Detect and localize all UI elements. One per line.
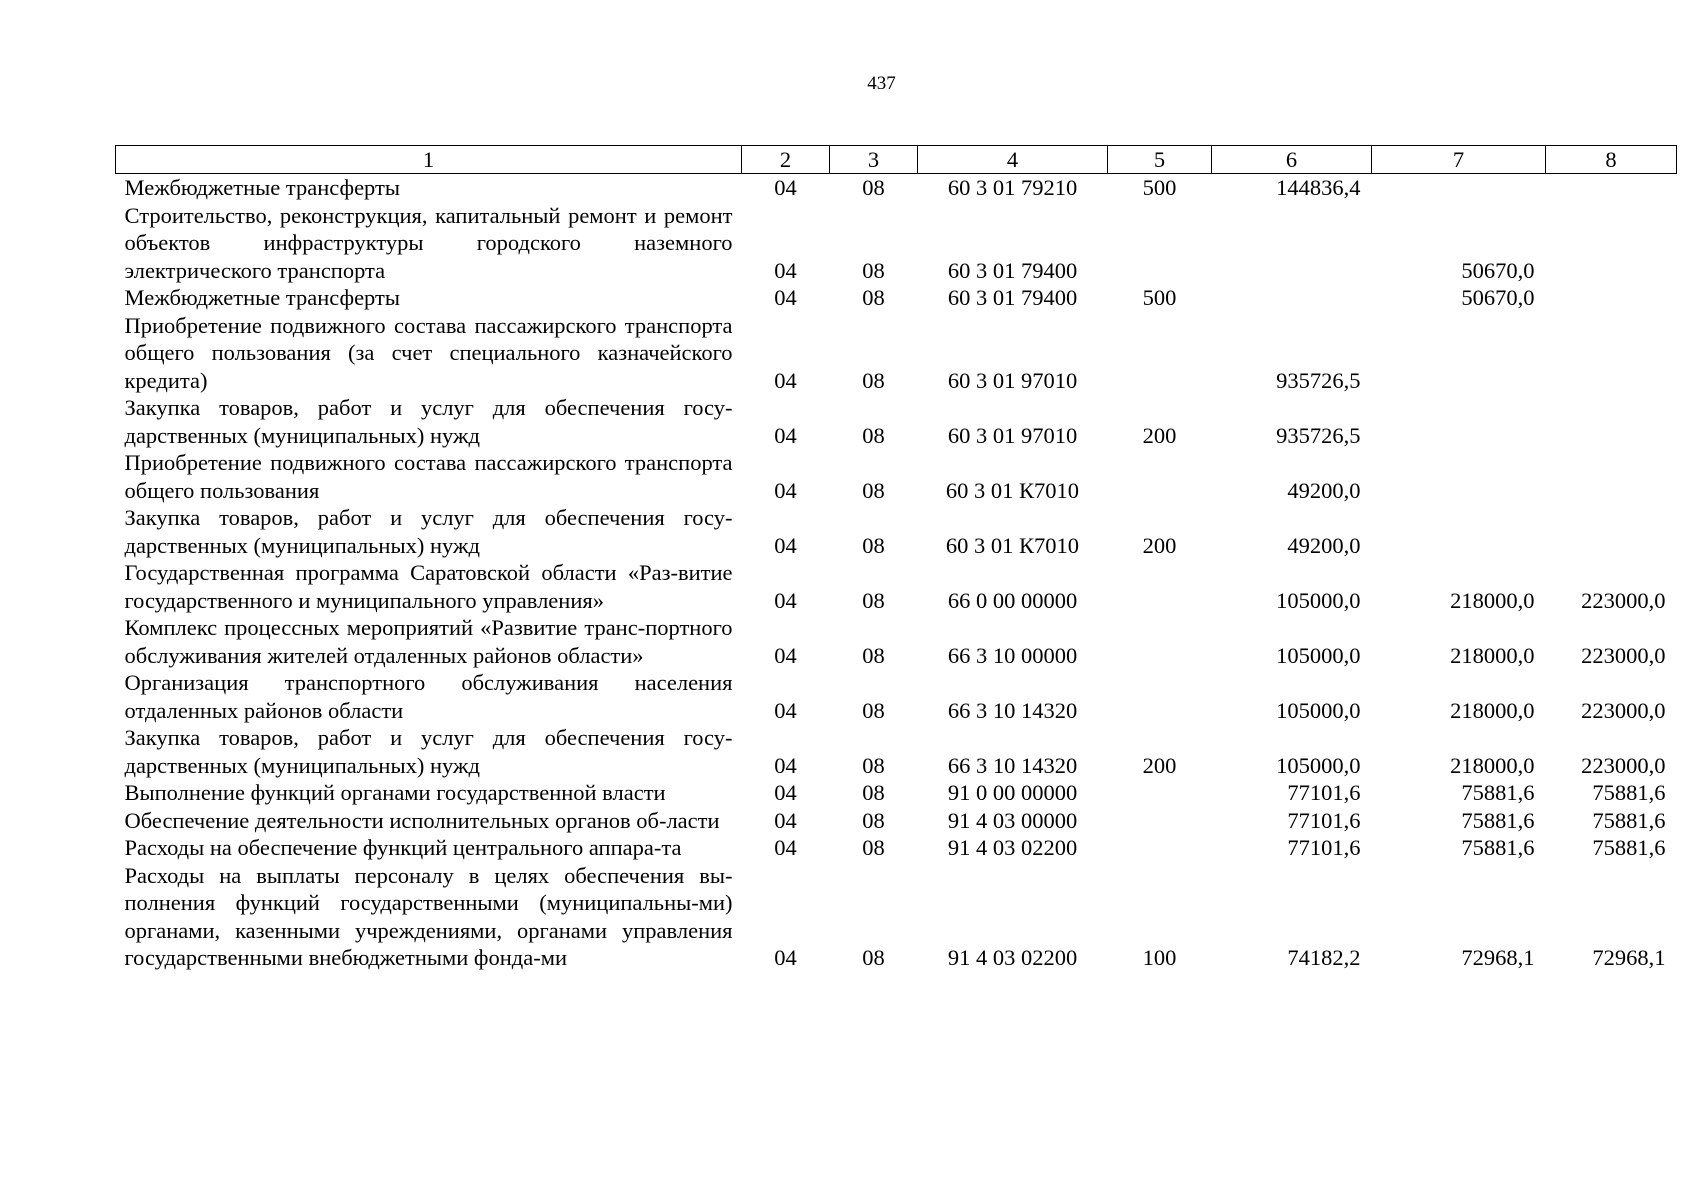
amount-col8-cell: 223000,0	[1581, 697, 1666, 723]
expense-name-cell: Приобретение подвижного состава пассажирского транспорта общего пользования	[124, 450, 733, 503]
table-row	[116, 174, 1677, 202]
expense-name-cell: Межбюджетные трансферты	[124, 175, 400, 200]
amount-col8-cell	[1546, 284, 1677, 312]
section-code-cell: 04	[774, 175, 797, 200]
expense-type-cell: 200	[1142, 752, 1177, 778]
expense-name-cell: Строительство, реконструкция, капитальный ремонт и ремонт объектов инфраструктуры городского наземного электрического транспорта	[124, 202, 733, 283]
target-article-cell: 60 3 01 79400	[947, 285, 1078, 310]
amount-col7-cell: 75881,6	[1461, 780, 1535, 805]
subsection-code-cell: 08	[862, 642, 885, 668]
target-article-cell: 66 3 10 14320	[947, 752, 1078, 778]
target-article-cell: 60 3 01 79210	[947, 175, 1078, 200]
section-code-cell: 04	[774, 807, 797, 833]
amount-col6-cell: 49200,0	[1287, 477, 1361, 503]
amount-col8-cell: 75881,6	[1592, 807, 1666, 833]
amount-col6-cell: 144836,4	[1276, 175, 1361, 200]
table-body	[116, 174, 1677, 972]
target-article-cell: 60 3 01 К7010	[945, 477, 1080, 503]
subsection-code-cell: 08	[862, 285, 885, 310]
header-cell: 1	[116, 146, 742, 174]
target-article-cell: 91 4 03 02200	[947, 945, 1078, 970]
section-code-cell: 04	[774, 752, 797, 778]
table-row	[116, 312, 1677, 395]
subsection-code-cell: 08	[862, 422, 885, 448]
subsection-code-cell: 08	[862, 477, 885, 503]
expense-name-cell: Организация транспортного обслуживания населения отдаленных районов области	[124, 670, 733, 723]
amount-col7-cell: 50670,0	[1461, 285, 1535, 310]
header-cell: 5	[1108, 146, 1212, 174]
subsection-code-cell: 08	[862, 945, 885, 970]
target-article-cell: 66 3 10 14320	[947, 697, 1078, 723]
table-row	[116, 834, 1677, 862]
target-article-cell: 66 0 00 00000	[947, 587, 1078, 613]
subsection-code-cell: 08	[862, 807, 885, 833]
expense-type-cell	[1108, 312, 1212, 395]
section-code-cell: 04	[774, 532, 797, 558]
table-row	[116, 504, 1677, 559]
subsection-code-cell: 08	[862, 532, 885, 558]
amount-col8-cell: 72968,1	[1592, 945, 1666, 970]
table-row	[116, 559, 1677, 614]
amount-col8-cell: 223000,0	[1581, 642, 1666, 668]
expense-type-cell	[1108, 779, 1212, 807]
target-article-cell: 60 3 01 97010	[947, 422, 1078, 448]
amount-col8-cell	[1546, 202, 1677, 285]
amount-col6-cell: 105000,0	[1276, 697, 1361, 723]
header-cell: 4	[918, 146, 1108, 174]
amount-col6-cell: 935726,5	[1276, 367, 1361, 393]
target-article-cell: 60 3 01 К7010	[945, 532, 1080, 558]
subsection-code-cell: 08	[862, 367, 885, 393]
table-header-row	[116, 146, 1677, 174]
expense-name-cell: Расходы на обеспечение функций центрального аппара-та	[124, 835, 682, 860]
amount-col7-cell	[1372, 504, 1546, 559]
amount-col8-cell	[1546, 174, 1677, 202]
expense-name-cell: Государственная программа Саратовской области «Раз-витие государственного и муниципального управления»	[124, 560, 733, 613]
amount-col6-cell	[1212, 202, 1372, 285]
subsection-code-cell: 08	[862, 697, 885, 723]
subsection-code-cell: 08	[862, 780, 885, 805]
subsection-code-cell: 08	[862, 752, 885, 778]
amount-col8-cell: 223000,0	[1581, 587, 1666, 613]
section-code-cell: 04	[774, 697, 797, 723]
expense-name-cell: Комплекс процессных мероприятий «Развитие транс-портного обслуживания жителей отдаленных районов области»	[124, 615, 733, 668]
amount-col6-cell: 77101,6	[1287, 780, 1361, 805]
section-code-cell: 04	[774, 285, 797, 310]
table-row	[116, 614, 1677, 669]
expense-name-cell: Закупка товаров, работ и услуг для обеспечения госу-дарственных (муниципальных) нужд	[124, 725, 733, 778]
page-number: 437	[867, 73, 896, 94]
amount-col8-cell: 75881,6	[1592, 780, 1666, 805]
expense-name-cell: Приобретение подвижного состава пассажирского транспорта общего пользования (за счет специального казначейского кредита)	[124, 312, 733, 393]
amount-col6-cell: 105000,0	[1276, 752, 1361, 778]
header-cell: 8	[1546, 146, 1677, 174]
target-article-cell: 60 3 01 97010	[947, 367, 1078, 393]
budget-table	[115, 145, 1677, 972]
expense-name-cell: Закупка товаров, работ и услуг для обеспечения госу-дарственных (муниципальных) нужд	[124, 505, 733, 558]
amount-col8-cell	[1546, 312, 1677, 395]
subsection-code-cell: 08	[862, 835, 885, 860]
table-row	[116, 669, 1677, 724]
amount-col7-cell: 218000,0	[1450, 642, 1535, 668]
amount-col6-cell: 49200,0	[1287, 532, 1361, 558]
table-row	[116, 449, 1677, 504]
expense-type-cell: 200	[1142, 532, 1177, 558]
expense-name-cell: Закупка товаров, работ и услуг для обеспечения госу-дарственных (муниципальных) нужд	[124, 395, 733, 448]
header-cell: 2	[742, 146, 830, 174]
amount-col8-cell: 75881,6	[1592, 835, 1666, 860]
expense-name-cell: Выполнение функций органами государственной власти	[124, 780, 666, 805]
subsection-code-cell: 08	[862, 175, 885, 200]
amount-col6-cell: 77101,6	[1287, 807, 1361, 833]
expense-type-cell: 100	[1142, 945, 1177, 970]
table-row	[116, 807, 1677, 835]
amount-col7-cell	[1372, 312, 1546, 395]
table-row	[116, 862, 1677, 972]
amount-col8-cell	[1546, 504, 1677, 559]
expense-type-cell	[1108, 834, 1212, 862]
amount-col6-cell: 105000,0	[1276, 642, 1361, 668]
expense-name-cell: Межбюджетные трансферты	[124, 285, 400, 310]
expense-type-cell	[1108, 559, 1212, 614]
amount-col6-cell: 105000,0	[1276, 587, 1361, 613]
section-code-cell: 04	[774, 835, 797, 860]
amount-col7-cell: 50670,0	[1461, 257, 1535, 283]
expense-type-cell: 500	[1142, 175, 1177, 200]
amount-col7-cell: 72968,1	[1461, 945, 1535, 970]
amount-col7-cell	[1372, 449, 1546, 504]
amount-col7-cell: 218000,0	[1450, 587, 1535, 613]
table-row	[116, 724, 1677, 779]
header-cell: 6	[1212, 146, 1372, 174]
expense-type-cell: 200	[1142, 422, 1177, 448]
expense-type-cell	[1108, 614, 1212, 669]
target-article-cell: 91 4 03 02200	[947, 835, 1078, 860]
amount-col8-cell: 223000,0	[1581, 752, 1666, 778]
target-article-cell: 91 0 00 00000	[947, 780, 1078, 805]
section-code-cell: 04	[774, 587, 797, 613]
expense-type-cell	[1108, 449, 1212, 504]
amount-col7-cell: 75881,6	[1461, 807, 1535, 833]
amount-col7-cell	[1372, 174, 1546, 202]
table-row	[116, 394, 1677, 449]
amount-col6-cell: 935726,5	[1276, 422, 1361, 448]
amount-col7-cell: 218000,0	[1450, 697, 1535, 723]
target-article-cell: 66 3 10 00000	[947, 642, 1078, 668]
section-code-cell: 04	[774, 257, 797, 283]
table-row	[116, 284, 1677, 312]
expense-type-cell	[1108, 202, 1212, 285]
section-code-cell: 04	[774, 780, 797, 805]
target-article-cell: 60 3 01 79400	[947, 257, 1078, 283]
section-code-cell: 04	[774, 642, 797, 668]
expense-name-cell: Обеспечение деятельности исполнительных органов об-ласти	[124, 807, 720, 833]
expense-type-cell	[1108, 807, 1212, 835]
amount-col8-cell	[1546, 394, 1677, 449]
subsection-code-cell: 08	[862, 257, 885, 283]
subsection-code-cell: 08	[862, 587, 885, 613]
target-article-cell: 91 4 03 00000	[947, 807, 1078, 833]
header-cell: 7	[1372, 146, 1546, 174]
section-code-cell: 04	[774, 477, 797, 503]
amount-col8-cell	[1546, 449, 1677, 504]
amount-col7-cell: 218000,0	[1450, 752, 1535, 778]
section-code-cell: 04	[774, 422, 797, 448]
amount-col6-cell: 77101,6	[1287, 835, 1361, 860]
section-code-cell: 04	[774, 367, 797, 393]
header-cell: 3	[830, 146, 918, 174]
table-row	[116, 202, 1677, 285]
table-row	[116, 779, 1677, 807]
section-code-cell: 04	[774, 945, 797, 970]
amount-col7-cell	[1372, 394, 1546, 449]
amount-col7-cell: 75881,6	[1461, 835, 1535, 860]
expense-name-cell: Расходы на выплаты персоналу в целях обеспечения вы-полнения функций государственными (муниципальны-ми) органами, казенными учреждениями, органами управления государственными внебюджетными фонда-ми	[124, 862, 733, 970]
expense-type-cell	[1108, 669, 1212, 724]
amount-col6-cell: 74182,2	[1287, 945, 1361, 970]
amount-col6-cell	[1212, 284, 1372, 312]
expense-type-cell: 500	[1142, 285, 1177, 310]
